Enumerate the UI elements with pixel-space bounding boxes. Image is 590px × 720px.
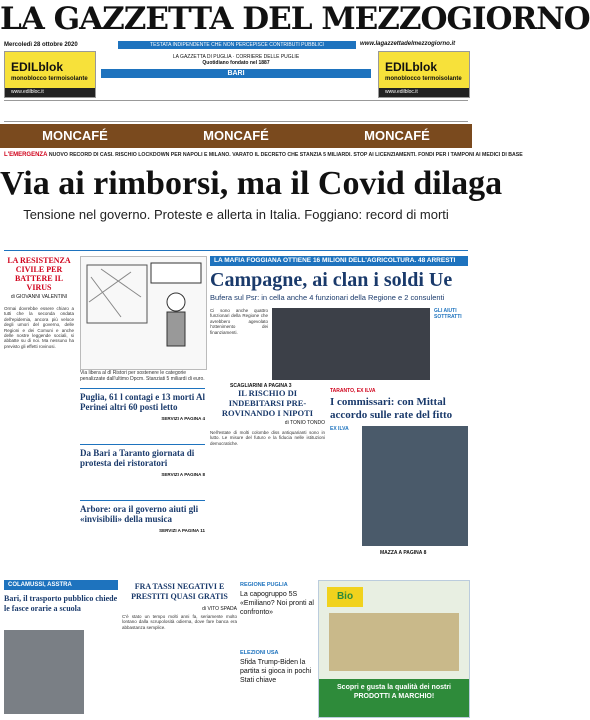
ad-brand: EDILblok xyxy=(11,60,64,74)
usa-label: ELEZIONI USA xyxy=(240,650,279,656)
colamussi-label: COLAMUSSI, ASSTRA xyxy=(4,580,118,590)
founded-line: Quotidiano fondato nel 1887 xyxy=(202,60,270,66)
main-subheadline: Tensione nel governo. Proteste e allerta in Italia. Foggiano: record di morti xyxy=(23,207,449,222)
moncafe-banner[interactable] xyxy=(0,124,472,148)
news-item[interactable] xyxy=(80,500,205,571)
edilblok-ad-right[interactable] xyxy=(378,51,470,98)
products-image xyxy=(329,613,459,671)
police-photo xyxy=(272,308,430,380)
tasse-body: C'è stato un tempo molti anni fa, seriamente molto lontano dalla scrupolosità odierna, dove fare banca era abbastanza semplice. xyxy=(122,614,237,630)
subtitle-line: LA GAZZETTA DI PUGLIA · CORRIERE DELLE PUGLIE xyxy=(172,54,300,60)
indebitarsi-column[interactable] xyxy=(210,388,325,550)
item-title: Puglia, 61 l contagi e 13 morti Al Perinei altri 60 posti letto xyxy=(80,392,205,412)
taranto-page-ref: MAZZA A PAGINA 8 xyxy=(380,550,427,556)
kicker-tag: L'EMERGENZA xyxy=(4,152,48,158)
ad-subtitle: monoblocco termoisolante xyxy=(385,76,462,82)
news-item[interactable] xyxy=(80,388,205,439)
indebitarsi-body: Nell'estate di molti colombe diss antiquarianti sono in lutto. Le misure del futuro e la fiducia nelle istituzioni democratiche. xyxy=(210,430,325,446)
tasse-byline: di VITO SPADA xyxy=(202,606,237,612)
ad-brand: EDILblok xyxy=(385,60,438,74)
section-rule xyxy=(4,250,468,251)
masthead-center xyxy=(97,51,375,96)
tasse-title[interactable]: FRA TASSI NEGATIVI E PRESTITI QUASI GRATIS xyxy=(131,582,228,601)
supermarket-ad[interactable] xyxy=(318,580,470,718)
taranto-kicker: TARANTO, EX ILVA xyxy=(330,388,376,394)
main-headline[interactable]: Via ai rimborsi, ma il Covid dilaga xyxy=(0,165,503,202)
mafia-headline[interactable]: Campagne, ai clan i soldi Ue xyxy=(210,269,453,291)
usa-title[interactable]: Sfida Trump-Biden la partita si gioca in pochi Stati chiave xyxy=(240,659,312,684)
mafia-body: Ci sono anche quattro funzionari della Regione che avrebbero agevolato l'ottenimento dei finanziamenti. xyxy=(210,308,268,335)
item-ref: SERVIZI A PAGINA 11 xyxy=(159,528,205,533)
cartoon-caption: Via libera al dl Ristori per sostenere le categorie penalizzate dall'ultimo Dpcm. Stanziati 5 miliardi di euro. xyxy=(80,370,205,382)
opinion-title: LA RESISTENZA CIVILE PER BATTERE IL VIRUS xyxy=(7,256,71,292)
issue-date: Mercoledì 28 ottobre 2020 xyxy=(4,42,78,48)
masthead xyxy=(0,0,590,38)
newspaper-title: LA GAZZETTA DEL MEZZOGIORNO xyxy=(0,1,590,37)
cartoon-illustration xyxy=(80,256,207,370)
indebitarsi-byline: di TONIO TONDO xyxy=(284,420,325,426)
mafia-subheadline: Bufera sul Psr: in cella anche 4 funzionari della Regione e 2 consulenti xyxy=(210,293,445,302)
item-title: Da Bari a Taranto giornata di protesta dei ristoratori xyxy=(80,448,195,468)
edition-label: BARI xyxy=(101,69,371,78)
mafia-topbar: LA MAFIA FOGGIANA OTTIENE 16 MILIONI DELL'AGRICOLTURA. 48 ARRESTI xyxy=(210,256,468,266)
mafia-side-label: GLI AIUTI SOTTRATTI xyxy=(434,308,462,320)
opinion-byline: di GIOVANNI VALENTINI xyxy=(10,294,68,300)
headline-kicker xyxy=(4,152,523,158)
opinion-body: Ormai dovrebbe essere chiaro a tutti che la seconda ondata dell'epidemia, ancora più veloce degli umori del governo, delle Regioni e dei Comuni e anche delle nostre leggende sociali, si abbatte su di noi. Ma nessuno ha previsto gli effetti rovinosi. xyxy=(4,306,74,349)
taranto-side-label: EX ILVA xyxy=(330,426,349,432)
news-item[interactable] xyxy=(80,444,205,495)
regione-label: REGIONE PUGLIA xyxy=(240,582,288,588)
opinion-column[interactable] xyxy=(4,256,74,546)
item-ref: SERVIZI A PAGINA 4 xyxy=(161,416,205,421)
item-ref: SERVIZI A PAGINA 8 xyxy=(161,472,205,477)
bus-photo xyxy=(4,630,84,714)
website-link[interactable]: www.lagazzettadelmezzogiorno.it xyxy=(360,41,456,47)
ad-website: www.edilbloc.it xyxy=(5,88,95,97)
indebitarsi-title: IL RISCHIO DI INDEBITARSI PRE-ROVINANDO I NIPOTI xyxy=(221,388,314,418)
ad-subtitle: monoblocco termoisolante xyxy=(11,76,88,82)
mafia-page-ref: SCAGLIARINI A PAGINA 3 xyxy=(230,383,292,389)
colamussi-title[interactable]: Bari, il trasporto pubblico chiede le fasce orarie a scuola xyxy=(4,594,118,613)
taranto-headline[interactable]: I commissari: con Mittal accordo sulle rate del fitto xyxy=(330,396,453,421)
slogan-bar: TESTATA INDIPENDENTE CHE NON PERCEPISCE CONTRIBUTI PUBBLICI xyxy=(118,41,356,49)
ad-tagline: Scopri e gusta la qualità dei nostri PRODOTTI A MARCHIO! xyxy=(319,679,469,717)
regione-title[interactable]: La capogruppo 5S «Emiliano? Noi pronti al confronto» xyxy=(240,591,314,616)
item-title: Arbore: ora il governo aiuti gli «invisibili» della musica xyxy=(80,504,199,524)
bio-logo: Bio xyxy=(327,587,363,607)
moncafe-logo: MONCAFÉ xyxy=(203,128,269,143)
moncafe-logo: MONCAFÉ xyxy=(42,128,108,143)
masthead-divider xyxy=(4,100,468,122)
kicker-text: NUOVO RECORD DI CASI. RISCHIO LOCKDOWN PER NAPOLI E MILANO. VARATO IL DECRETO CHE STANZIA 5 MILIARDI. STOP AI LICENZIAMENTI. FONDI PER I TAMPONI AI MEDICI DI BASE xyxy=(48,152,523,158)
cartoon-drawing xyxy=(81,257,206,369)
ad-website: www.edilbloc.it xyxy=(379,88,469,97)
ilva-photo xyxy=(362,426,468,546)
edilblok-ad-left[interactable] xyxy=(4,51,96,98)
moncafe-logo: MONCAFÉ xyxy=(364,128,430,143)
